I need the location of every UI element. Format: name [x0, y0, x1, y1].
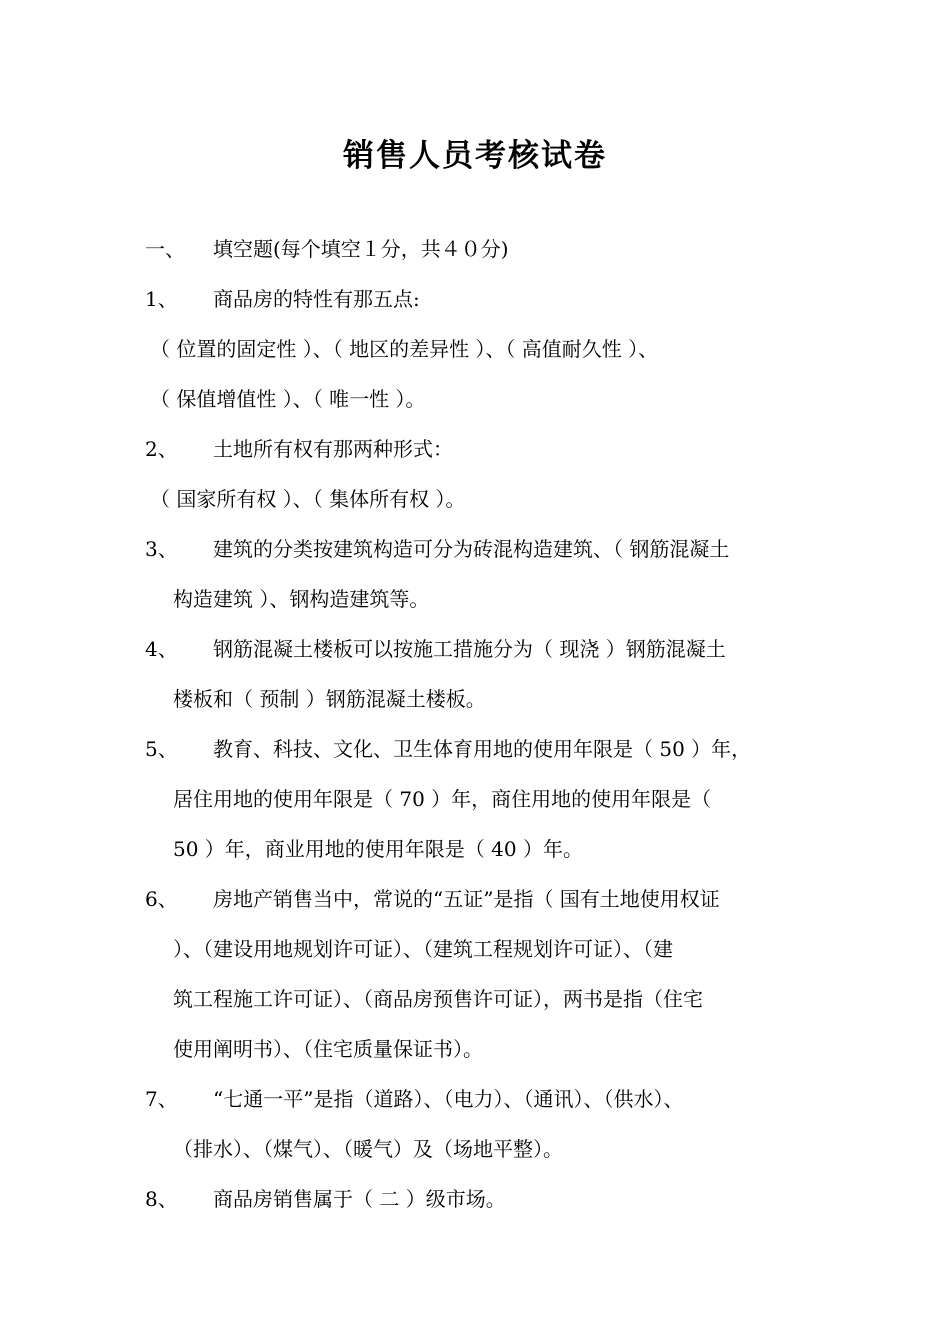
- question-continuation: 构造建筑 ）、钢构造建筑等。: [173, 587, 430, 611]
- answer-line: （ 位置的固定性 ）、（ 地区的差异性 ）、（ 高值耐久性 ）、: [150, 337, 659, 361]
- question-number: 8、: [145, 1187, 178, 1211]
- question-text: 钢筋混凝土楼板可以按施工措施分为（ 现浇 ）钢筋混凝土: [213, 637, 726, 661]
- question-continuation: 楼板和（ 预制 ）钢筋混凝土楼板。: [173, 687, 486, 711]
- question-text: “七通一平”是指（道路）、（电力）、（通讯）、（供水）、: [213, 1087, 684, 1111]
- question-continuation: （排水）、（煤气）、（暖气）及（场地平整）。: [173, 1137, 563, 1161]
- question-continuation: ）、（建设用地规划许可证）、（建筑工程规划许可证）、（建: [173, 937, 673, 961]
- question-text: 土地所有权有那两种形式：: [213, 437, 453, 461]
- question-7: [145, 1084, 683, 1114]
- question-5: [145, 734, 751, 764]
- question-number: 3、: [145, 537, 178, 561]
- question-text: 教育、科技、文化、卫生体育用地的使用年限是（ 50 ）年，: [213, 737, 752, 761]
- question-4: [145, 634, 726, 664]
- question-6: [145, 884, 720, 914]
- answer-line: （ 保值增值性 ）、（ 唯一性 ）。: [150, 387, 426, 411]
- section-heading: [145, 234, 509, 264]
- question-number: 4、: [145, 637, 178, 661]
- question-1: [145, 284, 420, 314]
- question-continuation: 50 ）年，商业用地的使用年限是（ 40 ）年。: [173, 837, 583, 861]
- question-8: [145, 1184, 506, 1214]
- question-text: 商品房销售属于（ 二 ）级市场。: [213, 1187, 506, 1211]
- question-continuation: 使用阐明书）、（住宅质量保证书）。: [173, 1037, 483, 1061]
- exam-title: 销售人员考核试卷: [343, 138, 607, 174]
- question-number: 7、: [145, 1087, 178, 1111]
- section-text: 填空题(每个填空１分，共４０分): [213, 237, 509, 261]
- question-number: 6、: [145, 887, 178, 911]
- question-3: [145, 534, 729, 564]
- question-number: 5、: [145, 737, 178, 761]
- question-number: 2、: [145, 437, 178, 461]
- answer-line: （ 国家所有权 ）、（ 集体所有权 ）。: [150, 487, 466, 511]
- question-continuation: 居住用地的使用年限是（ 70 ）年，商住用地的使用年限是（: [173, 787, 712, 811]
- question-text: 建筑的分类按建筑构造可分为砖混构造建筑、（ 钢筋混凝土: [213, 537, 730, 561]
- question-text: 房地产销售当中，常说的“五证”是指（ 国有土地使用权证: [213, 887, 720, 911]
- question-text: 商品房的特性有那五点:: [213, 287, 420, 311]
- question-2: [145, 434, 453, 464]
- section-number: 一、: [145, 237, 185, 261]
- question-number: 1、: [145, 287, 178, 311]
- question-continuation: 筑工程施工许可证）、（商品房预售许可证），两书是指（住宅: [173, 987, 703, 1011]
